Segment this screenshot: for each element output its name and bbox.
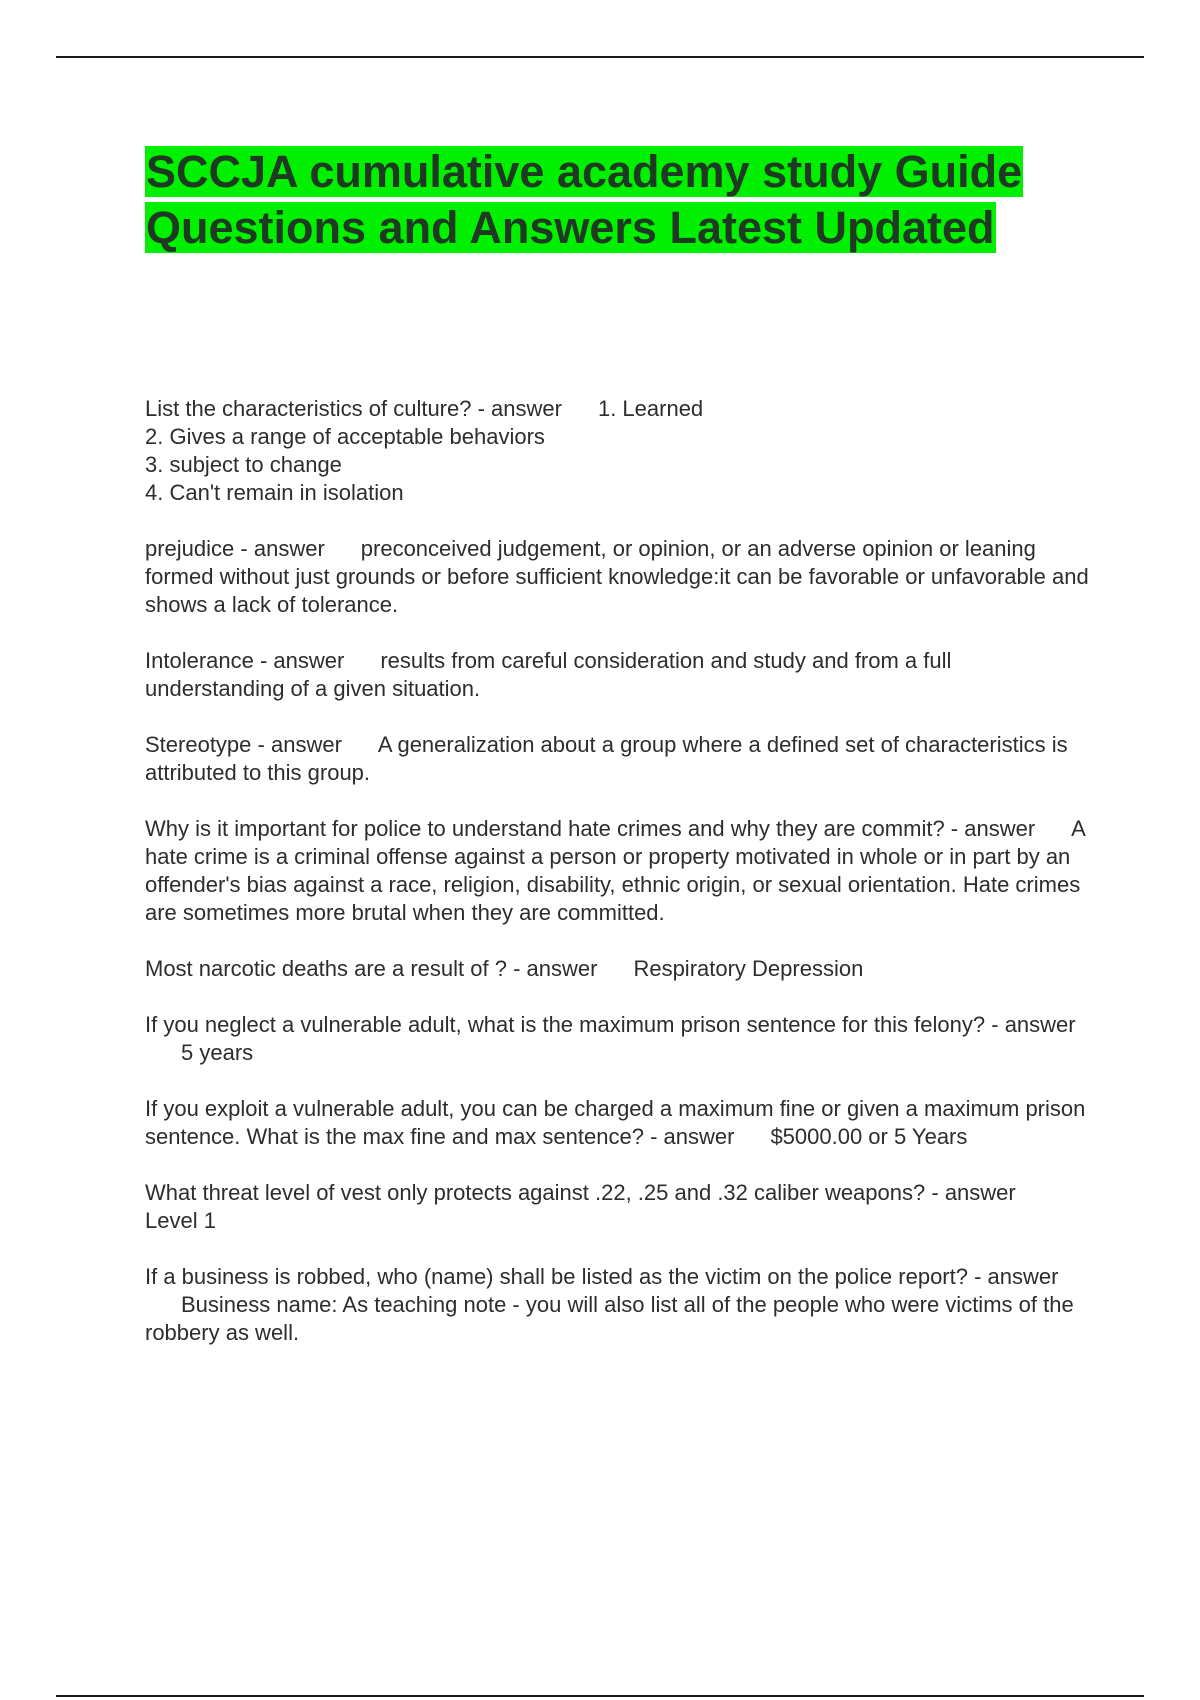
- question-text: List the characteristics of culture? -: [145, 396, 491, 421]
- question-text: Most narcotic deaths are a result of ? -: [145, 956, 527, 981]
- question-text: If you exploit a vulnerable adult, you can be charged a maximum fine or given a maximum prison sentence. What is the max fine and max sentence? -: [145, 1096, 1085, 1149]
- qa-item: [145, 647, 1090, 703]
- answer-label: answer: [663, 1124, 735, 1149]
- qa-item: [145, 955, 1090, 983]
- qa-item: [145, 535, 1090, 619]
- answer-line: 3. subject to change: [145, 452, 342, 477]
- answer-label: answer: [964, 816, 1036, 841]
- answer-label: answer: [273, 648, 345, 673]
- qa-item: [145, 1179, 1090, 1235]
- answer-text: 5 years: [181, 1040, 254, 1065]
- qa-list: [145, 395, 1090, 1375]
- answer-line: 4. Can't remain in isolation: [145, 480, 404, 505]
- question-text: What threat level of vest only protects against .22, .25 and .32 caliber weapons? -: [145, 1180, 945, 1205]
- qa-item: [145, 1263, 1090, 1347]
- answer-text: $5000.00 or 5 Years: [770, 1124, 968, 1149]
- answer-text: results from careful consideration and study and from a full understanding of a given situation.: [145, 648, 952, 701]
- answer-label: answer: [270, 732, 342, 757]
- answer-text: Respiratory Depression: [633, 956, 864, 981]
- answer-text: Level 1: [145, 1208, 216, 1233]
- answer-label: answer: [253, 536, 325, 561]
- bottom-rule: [56, 1695, 1144, 1697]
- answer-label: answer: [944, 1180, 1016, 1205]
- title-line-1: SCCJA cumulative academy study Guide: [146, 146, 1023, 197]
- answer-line: 2. Gives a range of acceptable behaviors: [145, 424, 545, 449]
- question-text: Intolerance -: [145, 648, 273, 673]
- document-title: [145, 144, 1090, 256]
- qa-item: [145, 815, 1090, 927]
- title-line-2: Questions and Answers Latest Updated: [146, 202, 995, 253]
- answer-label: answer: [1004, 1012, 1076, 1037]
- qa-item: [145, 731, 1090, 787]
- answer-label: answer: [491, 396, 562, 421]
- answer-text: A generalization about a group where a defined set of characteristics is attributed to this group.: [145, 732, 1068, 785]
- question-text: If a business is robbed, who (name) shall be listed as the victim on the police report? -: [145, 1264, 988, 1289]
- qa-item: [145, 1011, 1090, 1067]
- question-text: Why is it important for police to understand hate crimes and why they are commit? -: [145, 816, 964, 841]
- question-text: If you neglect a vulnerable adult, what is the maximum prison sentence for this felony? -: [145, 1012, 1005, 1037]
- question-text: prejudice -: [145, 536, 254, 561]
- answer-label: answer: [987, 1264, 1059, 1289]
- question-text: Stereotype -: [145, 732, 271, 757]
- answer-text: preconceived judgement, or opinion, or an adverse opinion or leaning formed without just grounds or before sufficient knowledge:it can be favorable or unfavorable and shows a lack of tolerance.: [145, 536, 1089, 617]
- answer-label: answer: [526, 956, 598, 981]
- answer-line: 1. Learned: [597, 396, 704, 421]
- top-rule: [56, 56, 1144, 58]
- qa-item: [145, 395, 1090, 507]
- title-highlight: [145, 146, 1023, 253]
- answer-text: Business name: As teaching note - you will also list all of the people who were victims of the robbery as well.: [145, 1292, 1074, 1345]
- answer-text: A hate crime is a criminal offense against a person or property motivated in whole or in part by an offender's bias against a race, religion, disability, ethnic origin, or sexual orientation. Hate crimes are sometimes more brutal when they are committed.: [145, 816, 1085, 925]
- qa-item: [145, 1095, 1090, 1151]
